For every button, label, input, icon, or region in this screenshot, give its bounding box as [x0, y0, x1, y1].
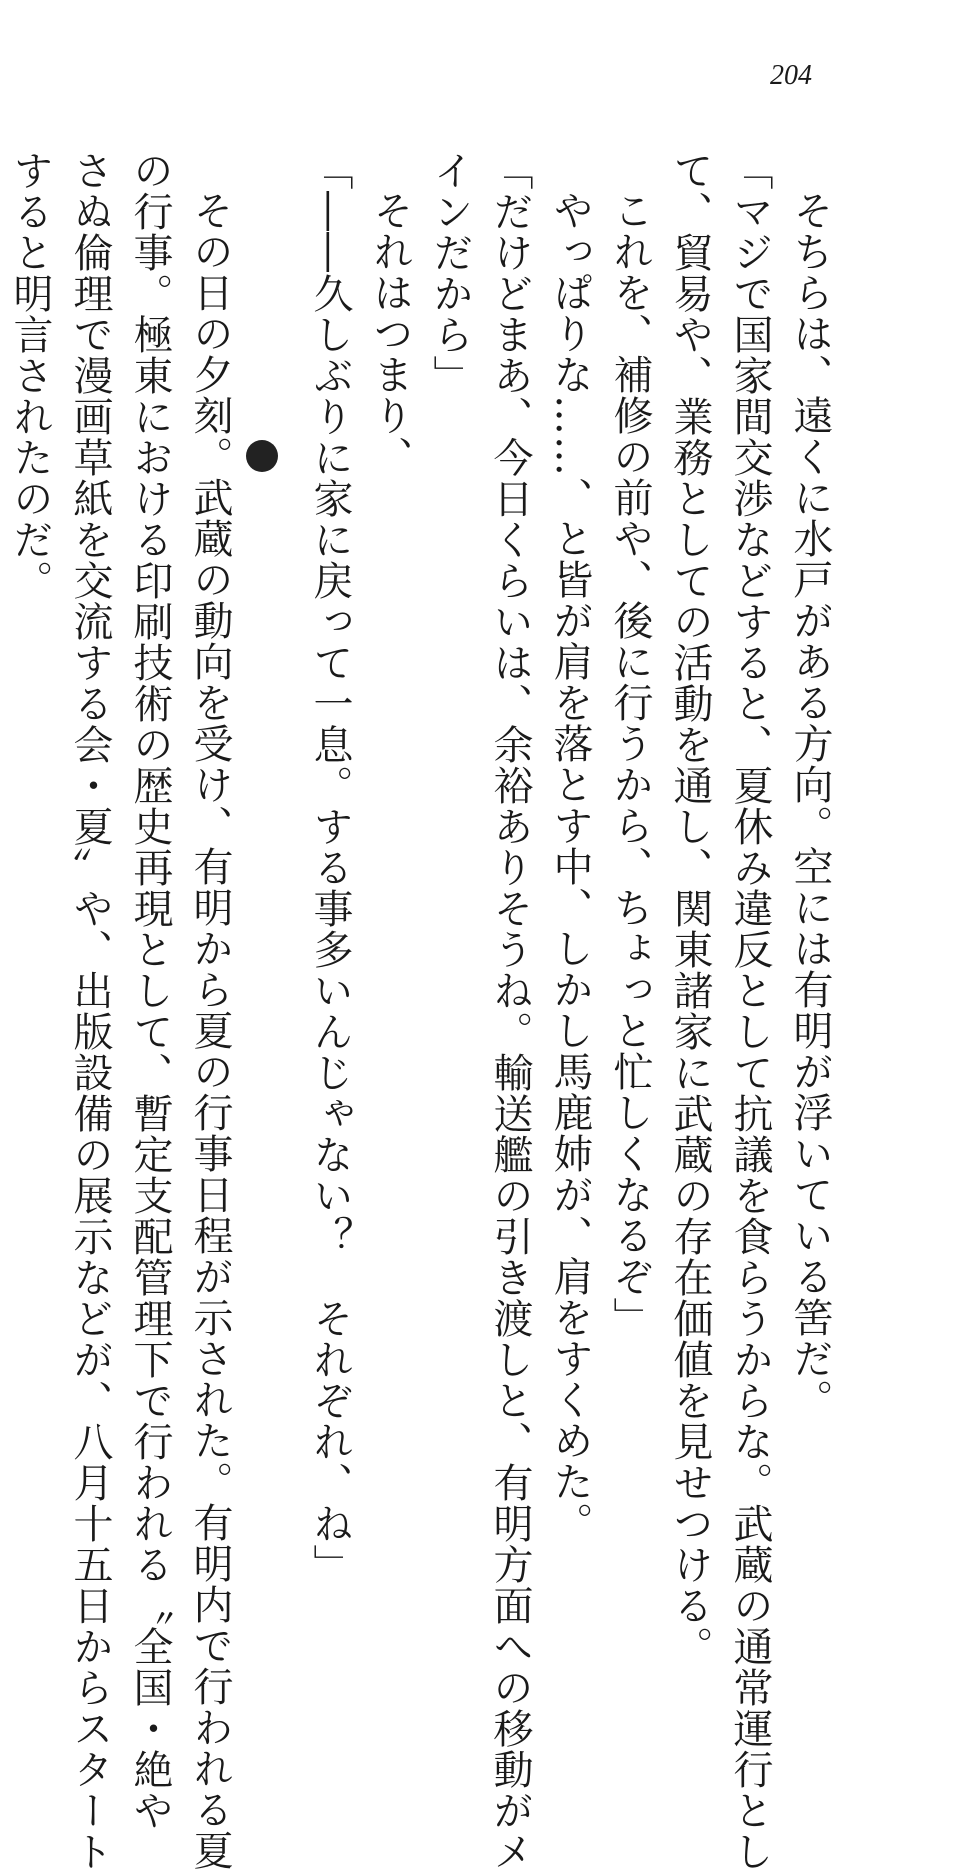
text-line: そちらは、遠くに水戸がある方向。空には有明が浮いている筈だ。 — [787, 190, 833, 1420]
vertical-text-body — [0, 150, 840, 1872]
text-line: の行事。極東における印刷技術の歴史再現として、暫定支配管理下で行われる〝全国・絶や — [127, 150, 173, 1831]
section-break-dot-icon — [246, 440, 278, 472]
text-line: 「だけどまあ、今日くらいは、余裕ありそうね。輸送艦の引き渡しと、有明方面への移動がメ — [487, 150, 533, 1872]
text-line: さぬ倫理で漫画草紙を交流する会・夏〟や、出版設備の展示などが、八月十五日からスタート — [67, 150, 113, 1872]
text-line: その日の夕刻。武蔵の動向を受け、有明から夏の行事日程が示された。有明内で行われる夏 — [187, 190, 233, 1871]
text-line: やっぱりな……、と皆が肩を落とす中、しかし馬鹿姉が、肩をすくめた。 — [547, 190, 593, 1543]
text-line: 「マジで国家間交渉などすると、夏休み違反として抗議を食らうからな。武蔵の通常運行とし — [727, 150, 773, 1872]
text-line: すると明言されたのだ。 — [7, 150, 53, 601]
text-line: それはつまり、 — [367, 190, 413, 477]
section-break — [240, 150, 300, 1300]
text-line: て、貿易や、業務としての活動を通し、関東諸家に武蔵の存在価値を見せつける。 — [667, 150, 713, 1667]
page-number: 204 — [770, 60, 812, 91]
text-line: 「――久しぶりに家に戻って一息。する事多いんじゃない？ それぞれ、ね」 — [307, 150, 353, 1585]
text-line: これを、補修の前や、後に行うから、ちょっと忙しくなるぞ」 — [607, 190, 653, 1338]
text-line: インだから」 — [427, 150, 473, 396]
